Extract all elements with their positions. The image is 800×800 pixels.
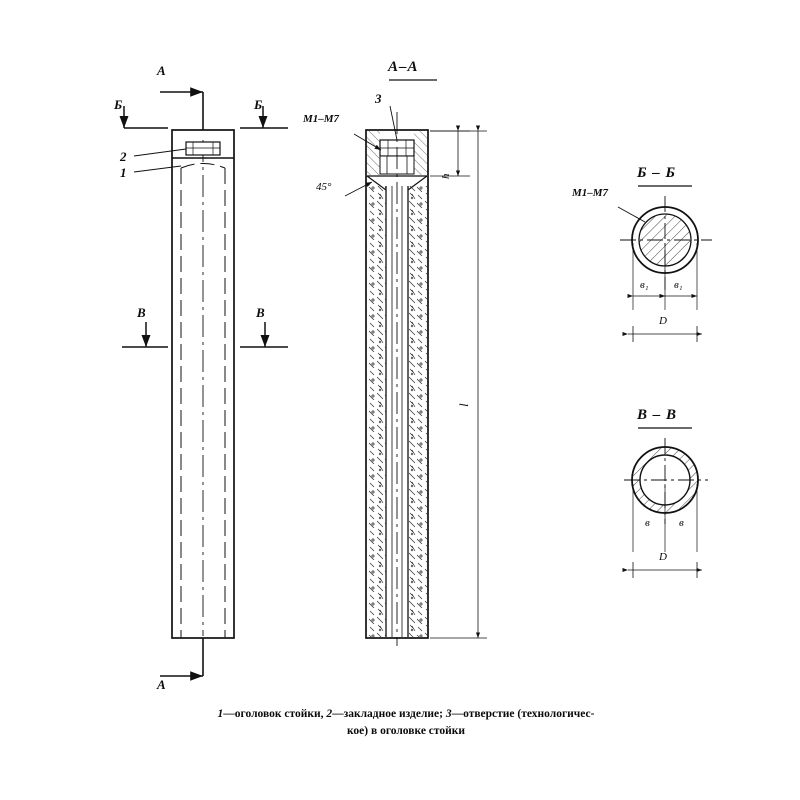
label-cut-a-bottom: A — [157, 677, 166, 692]
label-cut-b-right: Б — [254, 97, 263, 112]
label-pos-2: 2 — [120, 149, 127, 164]
caption-item-3-number: 3 — [445, 708, 452, 720]
label-cut-v-left: В — [137, 305, 146, 320]
label-dim-l: l — [456, 403, 471, 407]
caption-line-2: кое) в оголовке стойки — [346, 724, 466, 737]
label-dim-b1-right: в₁ — [674, 279, 683, 291]
label-dim-h: h — [440, 173, 452, 179]
label-dim-b1-left: в₁ — [640, 279, 649, 291]
label-cut-v-right: В — [256, 305, 265, 320]
label-pos-3: 3 — [375, 91, 382, 106]
section-aa-title: А–А — [388, 59, 419, 75]
front-view-geometry — [122, 92, 288, 676]
label-cut-a-top: A — [157, 63, 166, 78]
label-angle-45: 45° — [316, 181, 332, 193]
label-pos-1: 1 — [120, 165, 127, 180]
label-dim-d-bb: D — [659, 315, 667, 327]
caption-item-2-number: 2 — [326, 708, 333, 720]
caption-item-1-number: 1 — [217, 708, 224, 720]
label-m1-m7-bb: М1–М7 — [572, 187, 609, 199]
label-cut-b-left: Б — [114, 97, 123, 112]
label-dim-b-left: в — [645, 517, 650, 529]
caption-item-1-text: —оголовок стойки, — [223, 708, 324, 720]
figure-caption — [86, 706, 726, 739]
caption-item-2-text: —закладное изделие; — [332, 708, 443, 720]
label-dim-d-vv: D — [659, 551, 667, 563]
section-aa-geometry — [345, 80, 487, 646]
section-bb-title: Б – Б — [637, 165, 677, 181]
section-vv-title: В – В — [637, 407, 678, 423]
caption-item-3-text: —отверстие (технологичес- — [451, 708, 595, 720]
label-dim-b-right: в — [679, 517, 684, 529]
label-m1-m7-aa: М1–М7 — [303, 113, 340, 125]
